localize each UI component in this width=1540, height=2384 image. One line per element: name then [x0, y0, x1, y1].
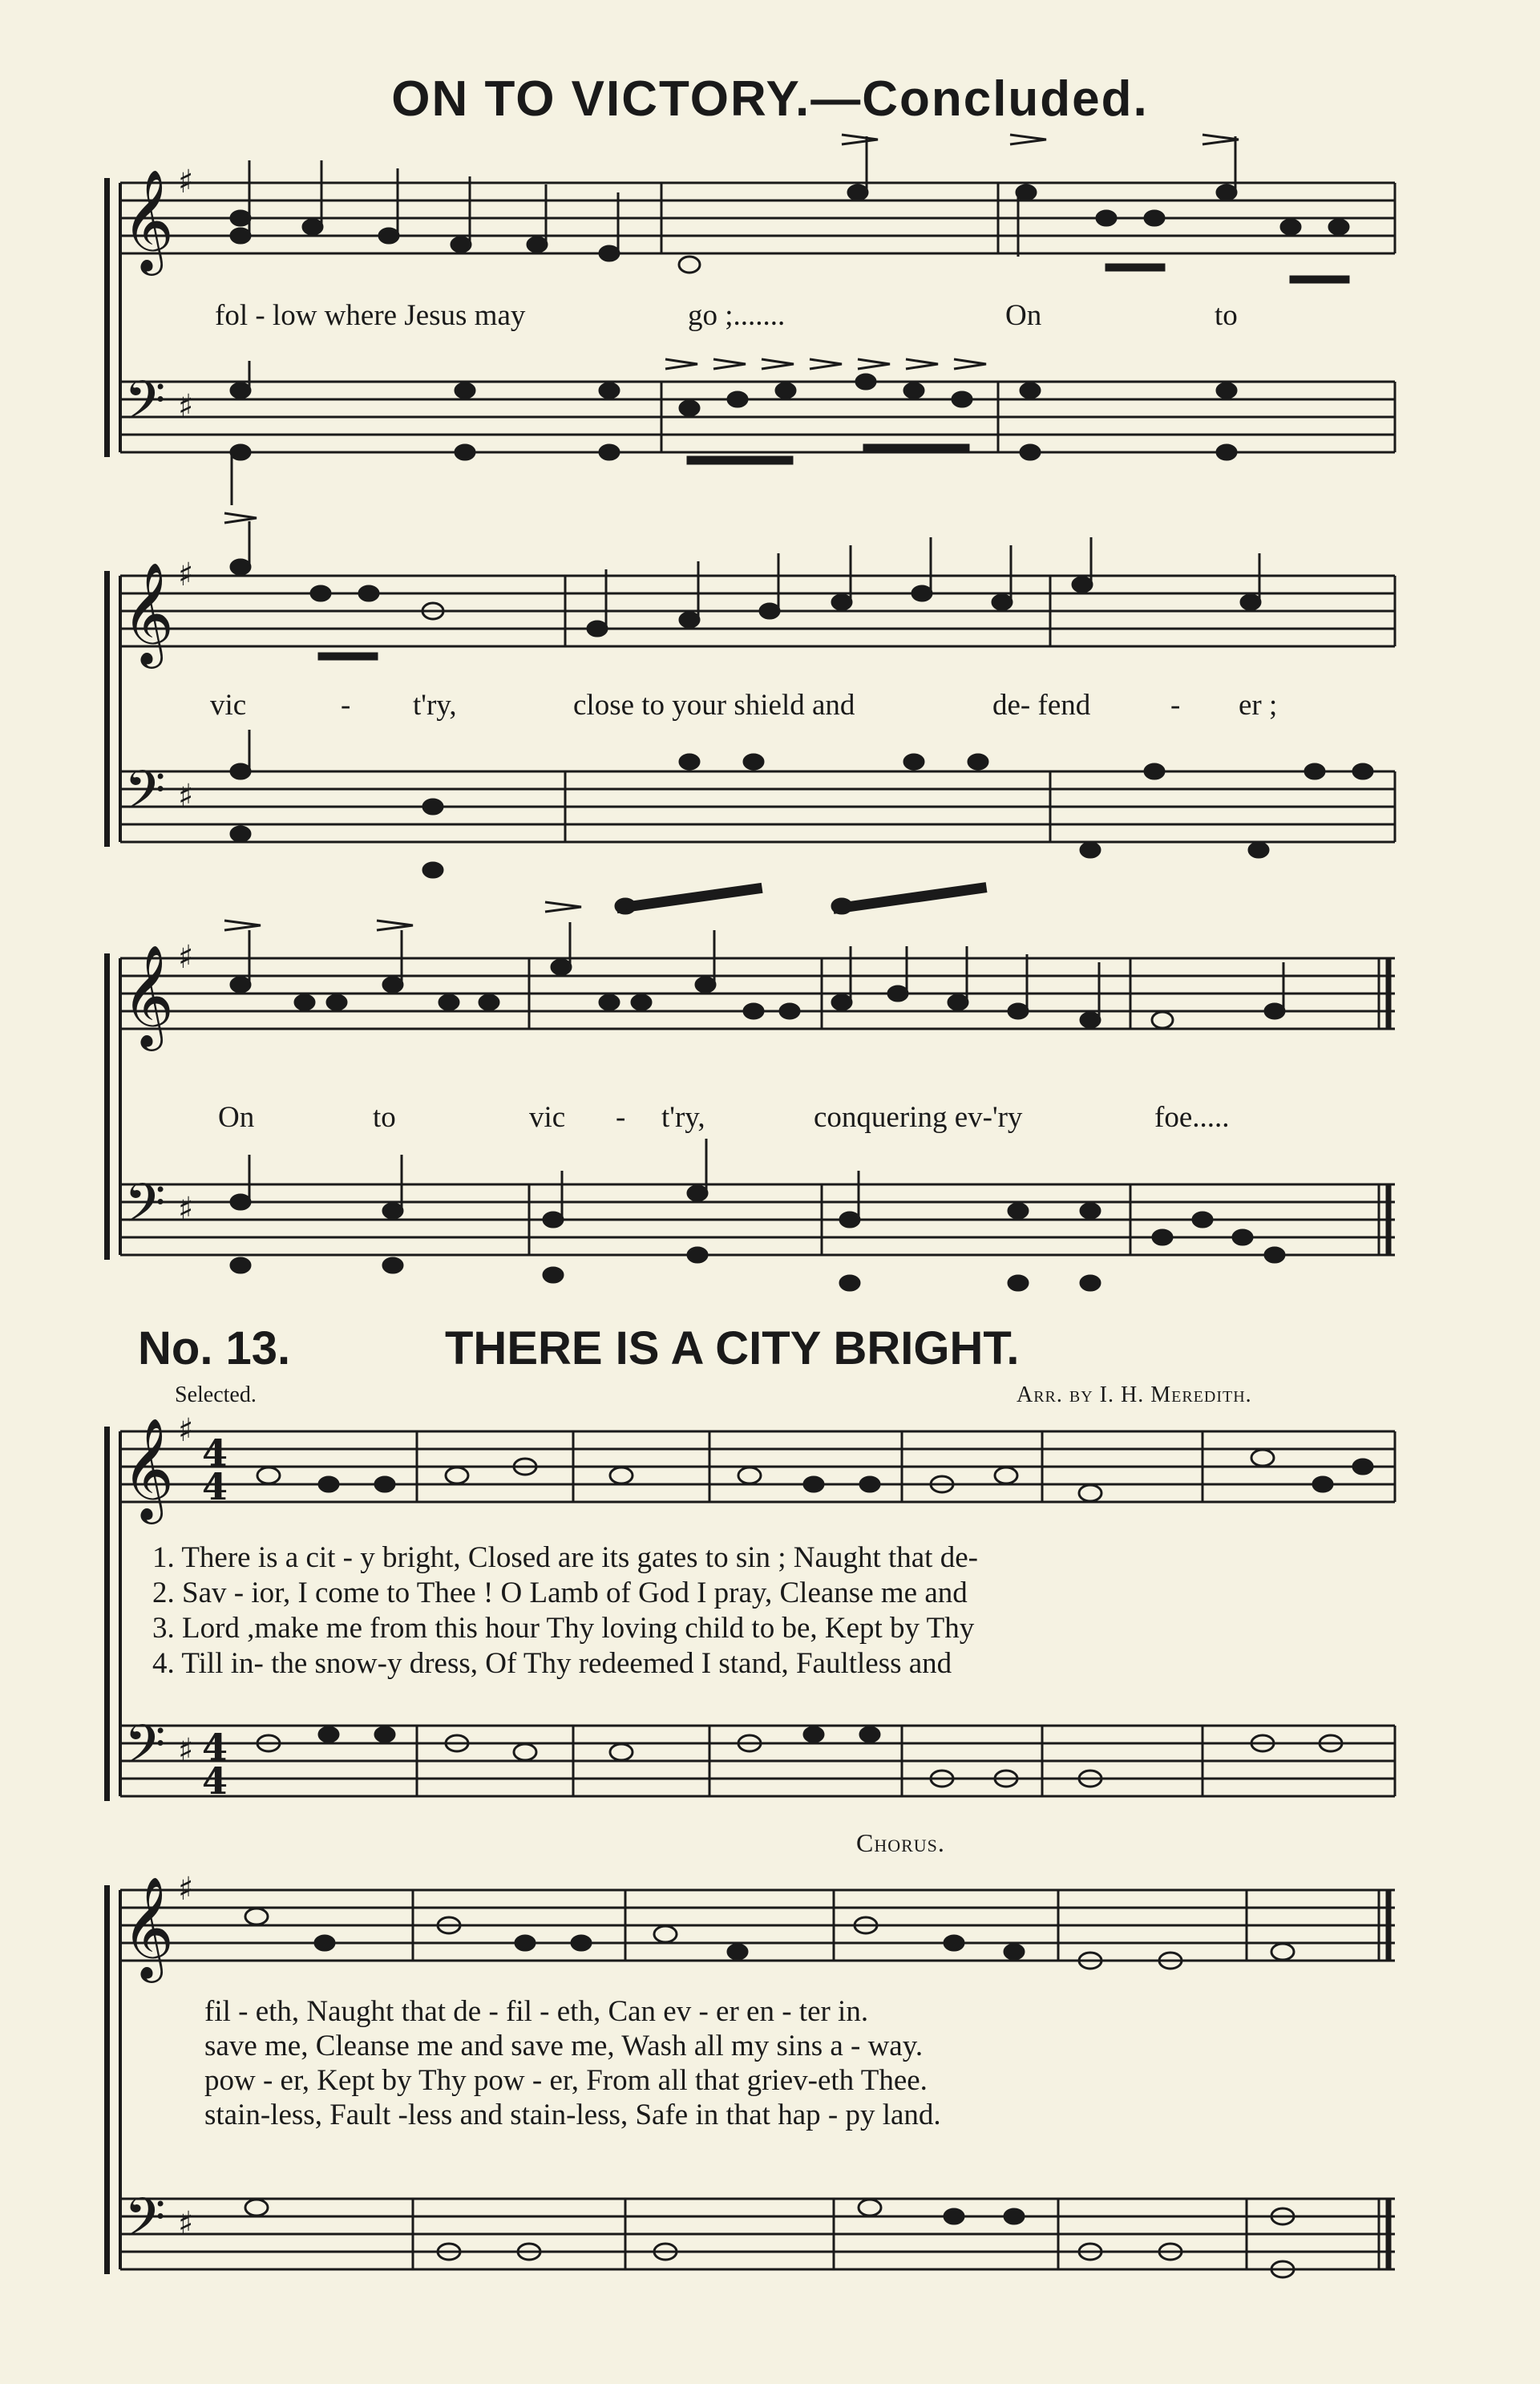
verse-1-line-a: 1. There is a cit - y bright, Closed are its gates to sin ; Naught that de- [152, 1541, 978, 1574]
lyric-system3-foe: foe..... [1154, 1101, 1230, 1134]
song-number: No. 13. [138, 1322, 291, 1374]
song-title: THERE IS A CITY BRIGHT. [445, 1322, 1020, 1374]
svg-text:4: 4 [202, 1726, 228, 1769]
lyric-system1-to: to [1215, 299, 1238, 332]
svg-text:𝄢: 𝄢 [124, 759, 166, 834]
svg-text:♯: ♯ [178, 1412, 194, 1449]
verse-4-line-a: 4. Till in- the snow-y dress, Of Thy redeemed I stand, Faultless and [152, 1647, 952, 1680]
lyric-system1-go: go ;....... [688, 299, 786, 332]
svg-text:𝄞: 𝄞 [122, 1417, 175, 1520]
verse-1-line-b: fil - eth, Naught that de - fil - eth, Can ev - er en - ter in. [204, 1995, 869, 2028]
svg-text:♯: ♯ [178, 778, 194, 815]
svg-text:𝄞: 𝄞 [122, 168, 175, 271]
lyric-system2-er: er ; [1239, 689, 1278, 722]
svg-text:𝄢: 𝄢 [124, 370, 166, 444]
lyric-system2-vic: vic [210, 689, 247, 722]
svg-text:𝄢: 𝄢 [124, 1714, 166, 1788]
song-source: Selected. [175, 1382, 257, 1407]
svg-text:♯: ♯ [178, 939, 194, 976]
lyric-system1-phrase: fol - low where Jesus may [215, 299, 526, 332]
svg-text:4: 4 [202, 1759, 228, 1803]
svg-text:4: 4 [202, 1431, 228, 1475]
lyric-system3-on: On [218, 1101, 255, 1134]
lyric-system3-phrase: conquering ev-'ry [814, 1101, 1023, 1134]
verse-4-line-b: stain-less, Fault -less and stain-less, Safe in that hap - py land. [204, 2099, 941, 2131]
svg-text:4: 4 [202, 1465, 228, 1508]
svg-text:𝄢: 𝄢 [124, 1172, 166, 1247]
svg-text:𝄢: 𝄢 [124, 2187, 166, 2261]
svg-text:♯: ♯ [178, 557, 194, 593]
page-title: ON TO VICTORY.—Concluded. [391, 71, 1149, 127]
lyric-system3-hyphen: - [616, 1101, 626, 1134]
lyric-system3-try: t'ry, [661, 1101, 705, 1134]
svg-text:♯: ♯ [178, 1191, 194, 1228]
svg-text:♯: ♯ [178, 388, 194, 425]
svg-text:𝄞: 𝄞 [122, 1876, 175, 1978]
lyric-system2-hyphen2: - [1170, 689, 1181, 722]
svg-text:♯: ♯ [178, 1871, 194, 1908]
verse-3-line-b: pow - er, Kept by Thy pow - er, From all that griev-eth Thee. [204, 2064, 928, 2097]
lyric-system2-defend: de- fend [992, 689, 1091, 722]
svg-text:𝄞: 𝄞 [122, 944, 175, 1046]
svg-text:♯: ♯ [178, 164, 194, 200]
verse-3-line-a: 3. Lord ,make me from this hour Thy loving child to be, Kept by Thy [152, 1612, 975, 1645]
svg-text:𝄞: 𝄞 [122, 561, 175, 664]
lyric-system2-phrase: close to your shield and [573, 689, 855, 722]
verse-2-line-a: 2. Sav - ior, I come to Thee ! O Lamb of God I pray, Cleanse me and [152, 1577, 968, 1609]
lyric-system2-hyphen1: - [341, 689, 351, 722]
lyric-system3-to: to [373, 1101, 396, 1134]
lyric-system1-on: On [1005, 299, 1042, 332]
verse-2-line-b: save me, Cleanse me and save me, Wash all my sins a - way. [204, 2030, 924, 2062]
lyric-system3-vic: vic [529, 1101, 566, 1134]
song-arranger: Arr. by I. H. Meredith. [1017, 1382, 1252, 1407]
lyric-system2-try: t'ry, [413, 689, 457, 722]
svg-text:♯: ♯ [178, 1732, 194, 1769]
chorus-label: Chorus. [856, 1828, 945, 1857]
svg-text:♯: ♯ [178, 2205, 194, 2242]
